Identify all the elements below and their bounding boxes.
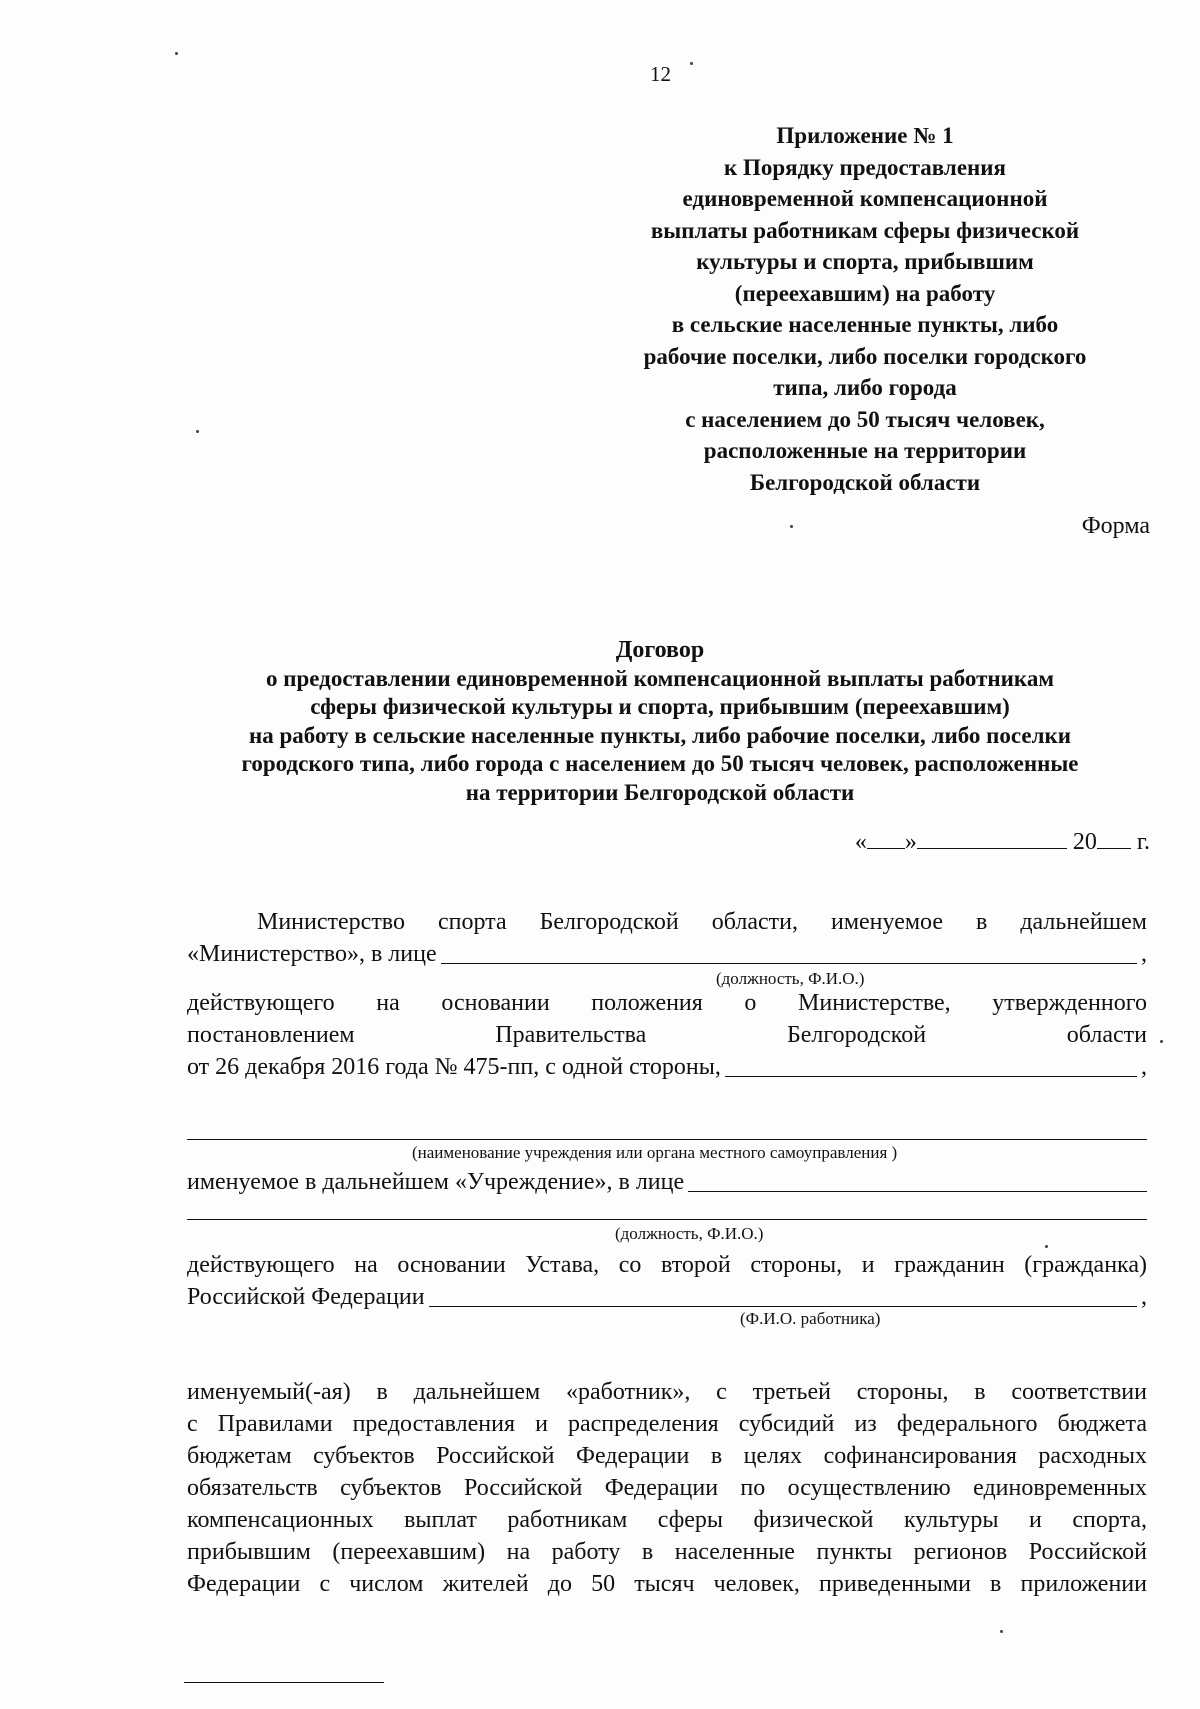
scan-speck xyxy=(1000,1630,1003,1633)
institution-line xyxy=(187,1281,1147,1313)
appendix-line: культуры и спорта, прибывшим xyxy=(696,249,1034,274)
paragraph-institution xyxy=(187,1166,1147,1198)
year-blank[interactable] xyxy=(1097,826,1131,849)
scan-speck xyxy=(1160,1040,1163,1043)
worker-name-blank[interactable] xyxy=(429,1284,1137,1307)
form-label: Форма xyxy=(1081,513,1150,539)
ministry-line: Министерство спорта Белгородской области, именуемое в дальнейшем xyxy=(257,909,1147,935)
appendix-line: в сельские населенные пункты, либо xyxy=(671,312,1059,337)
worker-line: бюджетам субъектов Российской Федерации в целях софинансирования расходных xyxy=(187,1443,1147,1469)
institution-representative-rule[interactable] xyxy=(187,1219,1147,1220)
paragraph-ministry xyxy=(187,906,1147,970)
appendix-line: расположенные на территории xyxy=(703,438,1027,463)
paragraph-ministry-cont xyxy=(187,987,1147,1083)
appendix-line: с населением до 50 тысяч человек, xyxy=(685,406,1045,432)
contract-title-line: городского типа, либо города с населением до 50 тысяч человек, расположенные xyxy=(241,751,1079,776)
place-blank[interactable] xyxy=(184,1682,384,1683)
open-quote: « xyxy=(854,829,867,855)
caption-position-name: (должность, Ф.И.О.) xyxy=(615,1224,764,1243)
worker-line: Федерации с числом жителей до 50 тысяч человек, приведенными в приложении xyxy=(187,1571,1147,1597)
ministry-line: действующего на основании положения о Министерстве, утвержденного xyxy=(187,990,1147,1016)
place-date-row xyxy=(0,826,1200,860)
contract-title-line: на работу в сельские населенные пункты, либо рабочие поселки, либо поселки xyxy=(248,722,1072,748)
institution-name-rule[interactable] xyxy=(187,1139,1147,1140)
paragraph-institution-cont xyxy=(187,1249,1147,1313)
contract-title-line: сферы физической культуры и спорта, прибывшим (переехавшим) xyxy=(310,694,1010,719)
appendix-line: к Порядку предоставления xyxy=(724,154,1006,180)
scan-speck xyxy=(196,430,199,433)
caption-position-name: (должность, Ф.И.О.) xyxy=(716,969,865,988)
caption-institution: (наименование учреждения или органа местного самоуправления ) xyxy=(412,1143,898,1162)
appendix-heading xyxy=(640,120,1090,498)
comma: , xyxy=(1141,941,1147,967)
contract-title xyxy=(160,636,1160,807)
ministry-line-text: от 26 декабря 2016 года № 475-пп, с одной стороны, xyxy=(187,1054,721,1080)
scan-speck xyxy=(175,52,178,55)
day-blank[interactable] xyxy=(867,826,905,849)
appendix-line: Белгородской области xyxy=(749,469,981,495)
appendix-line: типа, либо города xyxy=(773,375,957,400)
worker-line: прибывшим (переехавшим) на работу в населенные пункты регионов Российской xyxy=(187,1539,1147,1565)
year-suffix: г. xyxy=(1136,829,1150,855)
worker-line: компенсационных выплат работникам сферы физической культуры и спорта, xyxy=(187,1507,1147,1533)
year-prefix: 20 xyxy=(1072,829,1097,855)
institution-line: действующего на основании Устава, со второй стороны, и гражданин (гражданка) xyxy=(187,1252,1147,1278)
comma: , xyxy=(1141,1284,1147,1310)
ministry-line: постановлением Правительства Белгородской области xyxy=(187,1022,1147,1048)
scan-speck xyxy=(1045,1245,1048,1248)
appendix-line: (переехавшим) на работу xyxy=(734,280,996,306)
close-quote: » xyxy=(904,829,917,855)
institution-line xyxy=(187,1166,1147,1198)
scan-speck xyxy=(790,525,793,528)
date-fields xyxy=(855,826,1150,856)
ministry-representative-blank[interactable] xyxy=(441,941,1137,964)
appendix-line: рабочие поселки, либо поселки городского xyxy=(643,343,1087,369)
institution-representative-blank[interactable] xyxy=(688,1169,1147,1192)
comma: , xyxy=(1141,1054,1147,1080)
institution-name-blank[interactable] xyxy=(725,1054,1137,1077)
scan-speck xyxy=(690,62,693,65)
appendix-line: единовременной компенсационной xyxy=(682,186,1048,211)
institution-line-text: именуемое в дальнейшем «Учреждение», в лице xyxy=(187,1169,685,1195)
contract-title-line: на территории Белгородской области xyxy=(465,779,855,805)
month-blank[interactable] xyxy=(917,826,1067,849)
ministry-line xyxy=(187,1051,1147,1083)
appendix-line: Приложение № 1 xyxy=(776,123,954,148)
institution-line-text: Российской Федерации xyxy=(187,1284,425,1310)
contract-main-title: Договор xyxy=(615,637,705,663)
paragraph-worker xyxy=(187,1376,1147,1600)
contract-title-line: о предоставлении единовременной компенсационной выплаты работникам xyxy=(265,665,1055,691)
worker-line: обязательств субъектов Российской Федерации по осуществлению единовременных xyxy=(187,1475,1147,1501)
worker-line: с Правилами предоставления и распределения субсидий из федерального бюджета xyxy=(187,1411,1147,1437)
caption-worker: (Ф.И.О. работника) xyxy=(740,1309,881,1328)
ministry-line xyxy=(187,938,1147,970)
worker-line: именуемый(-ая) в дальнейшем «работник», с третьей стороны, в соответствии xyxy=(187,1379,1147,1405)
ministry-line-text: «Министерство», в лице xyxy=(187,941,437,967)
appendix-line: выплаты работникам сферы физической xyxy=(650,217,1080,243)
page-number: 12 xyxy=(650,62,671,86)
